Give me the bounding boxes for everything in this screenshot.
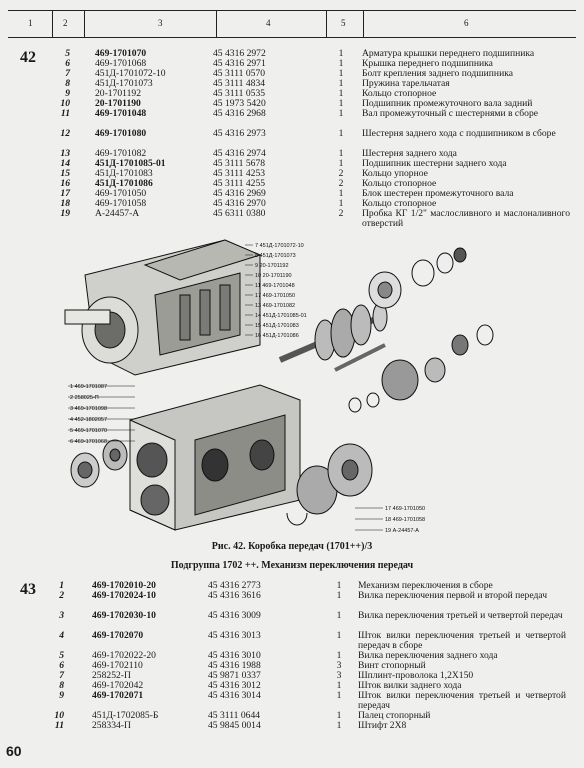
catalog-code: 45 4316 2972 — [213, 48, 266, 59]
quantity: 1 — [336, 630, 342, 641]
callout-label: 19 А-24457-А — [385, 528, 419, 534]
part-number: 469-1702010-20 — [92, 580, 156, 591]
position-number: 17 — [60, 188, 70, 199]
quantity: 2 — [338, 208, 344, 219]
position-number: 11 — [54, 720, 64, 731]
catalog-code: 45 3111 0644 — [208, 710, 261, 721]
quantity: 2 — [338, 178, 344, 189]
quantity: 1 — [338, 148, 344, 159]
quantity: 1 — [338, 128, 344, 139]
catalog-code: 45 3111 4834 — [213, 78, 266, 89]
callout-label: 9 20-1701192 — [255, 263, 289, 269]
position-number: 9 — [59, 690, 64, 701]
part-name: Шток вилки заднего хода — [358, 680, 462, 691]
divider — [52, 11, 53, 37]
position-number: 19 — [60, 208, 70, 219]
divider — [84, 11, 85, 37]
quantity: 1 — [338, 88, 344, 99]
divider — [326, 11, 327, 37]
part-number: 258252-П — [92, 670, 131, 681]
callout-label: 17 469-1701050 — [255, 293, 296, 299]
front-bearing-parts-drawing — [71, 440, 127, 487]
part-number: 451Д-1701072-10 — [95, 68, 166, 79]
part-name: Винт стопорный — [358, 660, 426, 671]
position-number: 12 — [60, 128, 70, 139]
quantity: 3 — [336, 670, 342, 681]
position-number: 7 — [59, 670, 64, 681]
part-name: Шток вилки переключения третьей и четвертой передач в сборе — [358, 630, 566, 651]
part-number: 469-1702070 — [92, 630, 144, 641]
header-col-4: 4 — [266, 18, 271, 28]
part-number: 469-1701068 — [95, 58, 147, 69]
divider — [216, 11, 217, 37]
quantity: 1 — [336, 610, 342, 621]
quantity: 1 — [336, 590, 342, 601]
page-number: 60 — [6, 743, 22, 759]
part-name: Блок шестерен промежуточного вала — [362, 188, 514, 199]
quantity: 2 — [338, 168, 344, 179]
position-number: 3 — [59, 610, 64, 621]
position-number: 5 — [65, 48, 70, 59]
quantity: 1 — [338, 158, 344, 169]
part-name: Арматура крышки переднего подшипника — [362, 48, 535, 59]
catalog-code: 45 4316 3010 — [208, 650, 261, 661]
position-number: 16 — [60, 178, 70, 189]
callout-label: 17 469-1701050 — [385, 506, 426, 512]
part-name: Пробка КГ 1/2" маслосливного и маслоналивного отверстий — [362, 208, 570, 229]
part-number: 20-1701192 — [95, 88, 142, 99]
part-number: 451Д-1702085-Б — [92, 710, 159, 721]
position-number: 1 — [59, 580, 64, 591]
table-header — [8, 10, 576, 38]
quantity: 3 — [336, 660, 342, 671]
catalog-code: 45 3111 4255 — [213, 178, 266, 189]
quantity: 1 — [338, 78, 344, 89]
part-number: А-24457-А — [95, 208, 140, 219]
part-name: Болт крепления заднего подшипника — [362, 68, 513, 79]
part-number: 451Д-1701083 — [95, 168, 153, 179]
part-name: Шестерня заднего хода — [362, 148, 457, 159]
catalog-code: 45 6311 0380 — [213, 208, 266, 219]
position-number: 2 — [59, 590, 64, 601]
figure-number: 43 — [20, 581, 36, 598]
part-name: Шплинт-проволока 1,2Х150 — [358, 670, 474, 681]
part-name: Вилка переключения заднего хода — [358, 650, 498, 661]
part-number: 469-1701082 — [95, 148, 147, 159]
figure-number: 42 — [20, 49, 36, 66]
position-number: 6 — [65, 58, 70, 69]
part-number: 469-1701050 — [95, 188, 147, 199]
catalog-code: 45 9871 0337 — [208, 670, 261, 681]
part-number: 469-1702110 — [92, 660, 143, 671]
catalog-code: 45 9845 0014 — [208, 720, 261, 731]
part-number: 258334-П — [92, 720, 131, 731]
header-col-5: 5 — [341, 18, 346, 28]
part-number: 20-1701190 — [95, 98, 141, 109]
quantity: 1 — [336, 720, 342, 731]
position-number: 10 — [54, 710, 64, 721]
part-name: Механизм переключения в сборе — [358, 580, 493, 591]
divider — [363, 11, 364, 37]
catalog-code: 45 4316 2974 — [213, 148, 266, 159]
part-number: 451Д-1701085-01 — [95, 158, 166, 169]
quantity: 1 — [338, 58, 344, 69]
catalog-code: 45 1973 5420 — [213, 98, 266, 109]
position-number: 7 — [65, 68, 70, 79]
callout-label: 14 451Д-1701085-01 — [255, 313, 307, 319]
callout-label: 4 452-1802057 — [70, 417, 108, 423]
position-number: 10 — [60, 98, 70, 109]
catalog-code: 45 4316 3616 — [208, 590, 261, 601]
position-number: 6 — [59, 660, 64, 671]
callout-label: 2 258025-П — [70, 395, 99, 401]
quantity: 1 — [338, 68, 344, 79]
catalog-code: 45 4316 3014 — [208, 690, 261, 701]
callout-label: 7 451Д-1701072-10 — [255, 243, 304, 249]
part-number: 469-1702030-10 — [92, 610, 156, 621]
position-number: 14 — [60, 158, 70, 169]
catalog-code: 45 4316 2968 — [213, 108, 266, 119]
header-col-1: 1 — [28, 18, 33, 28]
catalog-code: 45 3111 5678 — [213, 158, 266, 169]
position-number: 11 — [60, 108, 70, 119]
part-number: 469-1701070 — [95, 48, 147, 59]
quantity: 1 — [338, 48, 344, 59]
position-number: 5 — [59, 650, 64, 661]
part-number: 451Д-1701073 — [95, 78, 153, 89]
catalog-code: 45 3111 0570 — [213, 68, 266, 79]
part-name: Подшипник промежуточного вала задний — [362, 98, 533, 109]
header-col-6: 6 — [464, 18, 469, 28]
catalog-code: 45 4316 2773 — [208, 580, 261, 591]
part-number: 469-1701058 — [95, 198, 147, 209]
quantity: 1 — [338, 98, 344, 109]
part-name: Вилка переключения третьей и четвертой передач — [358, 610, 563, 621]
callouts-bottom — [355, 506, 425, 534]
position-number: 18 — [60, 198, 70, 209]
catalog-code: 45 4316 3009 — [208, 610, 261, 621]
callout-label: 1 469-1701087 — [70, 384, 108, 390]
header-col-2: 2 — [63, 18, 68, 28]
position-number: 15 — [60, 168, 70, 179]
part-name: Пружина тарельчатая — [362, 78, 450, 89]
catalog-code: 45 4316 3012 — [208, 680, 261, 691]
part-number: 451Д-1701086 — [95, 178, 153, 189]
part-number: 469-1701048 — [95, 108, 147, 119]
catalog-code: 45 4316 2971 — [213, 58, 266, 69]
position-number: 9 — [65, 88, 70, 99]
callouts-left — [68, 384, 135, 445]
position-number: 8 — [65, 78, 70, 89]
callout-label: 13 469-1701082 — [255, 303, 296, 309]
part-name: Вилка переключения первой и второй передач — [358, 590, 548, 601]
callout-label: 3 469-1701098 — [70, 406, 108, 412]
quantity: 1 — [338, 198, 344, 209]
part-name: Крышка переднего подшипника — [362, 58, 493, 69]
catalog-code: 45 4316 2970 — [213, 198, 266, 209]
part-number: 469-1702071 — [92, 690, 144, 701]
part-number: 469-1702042 — [92, 680, 144, 691]
callout-label: 11 469-1701048 — [255, 283, 295, 289]
lower-housing-drawing — [130, 385, 300, 530]
callout-label: 18 469-1701058 — [385, 517, 426, 523]
position-number: 8 — [59, 680, 64, 691]
part-name: Подшипник шестерни заднего хода — [362, 158, 507, 169]
part-name: Кольцо упорное — [362, 168, 428, 179]
quantity: 1 — [336, 580, 342, 591]
callout-label: 10 20-1701190 — [255, 273, 292, 279]
callout-label: 15 451Д-1701083 — [255, 323, 299, 329]
catalog-code: 45 3111 0535 — [213, 88, 266, 99]
figure-caption: Рис. 42. Коробка передач (1701++)/3 — [211, 541, 373, 552]
part-name: Вал промежуточный с шестернями в сборе — [362, 108, 539, 119]
gearbox-exploded-diagram — [55, 225, 565, 540]
position-number: 4 — [59, 630, 64, 641]
quantity: 1 — [336, 680, 342, 691]
part-number: 469-1701080 — [95, 128, 147, 139]
quantity: 1 — [338, 108, 344, 119]
part-name: Кольцо стопорное — [362, 178, 437, 189]
upper-housing-drawing — [65, 240, 260, 375]
catalog-code: 45 3111 4253 — [213, 168, 266, 179]
catalog-code: 45 4316 3013 — [208, 630, 261, 641]
position-number: 13 — [60, 148, 70, 159]
part-name: Кольцо стопорное — [362, 88, 437, 99]
part-name: Шестерня заднего хода с подшипником в сборе — [362, 128, 556, 139]
part-number: 469-1702024-10 — [92, 590, 156, 601]
part-name: Палец стопорный — [358, 710, 431, 721]
callout-label: 5 469-1701070 — [70, 428, 108, 434]
part-name: Шток вилки переключения третьей и четвертой передач — [358, 690, 566, 711]
quantity: 1 — [338, 188, 344, 199]
quantity: 1 — [336, 650, 342, 661]
header-col-3: 3 — [158, 18, 163, 28]
callout-label: 8 451Д-1701073 — [255, 253, 296, 259]
quantity: 1 — [336, 710, 342, 721]
part-name: Штифт 2Х8 — [358, 720, 407, 731]
catalog-code: 45 4316 1988 — [208, 660, 261, 671]
part-number: 469-1702022-20 — [92, 650, 156, 661]
callout-label: 16 451Д-1701086 — [255, 333, 299, 339]
catalog-code: 45 4316 2973 — [213, 128, 266, 139]
catalog-code: 45 4316 2969 — [213, 188, 266, 199]
callout-label: 6 469-1701068 — [70, 439, 108, 445]
quantity: 1 — [336, 690, 342, 701]
subgroup-title: Подгруппа 1702 ++. Механизм переключения передач — [170, 560, 414, 571]
part-name: Кольцо стопорное — [362, 198, 437, 209]
